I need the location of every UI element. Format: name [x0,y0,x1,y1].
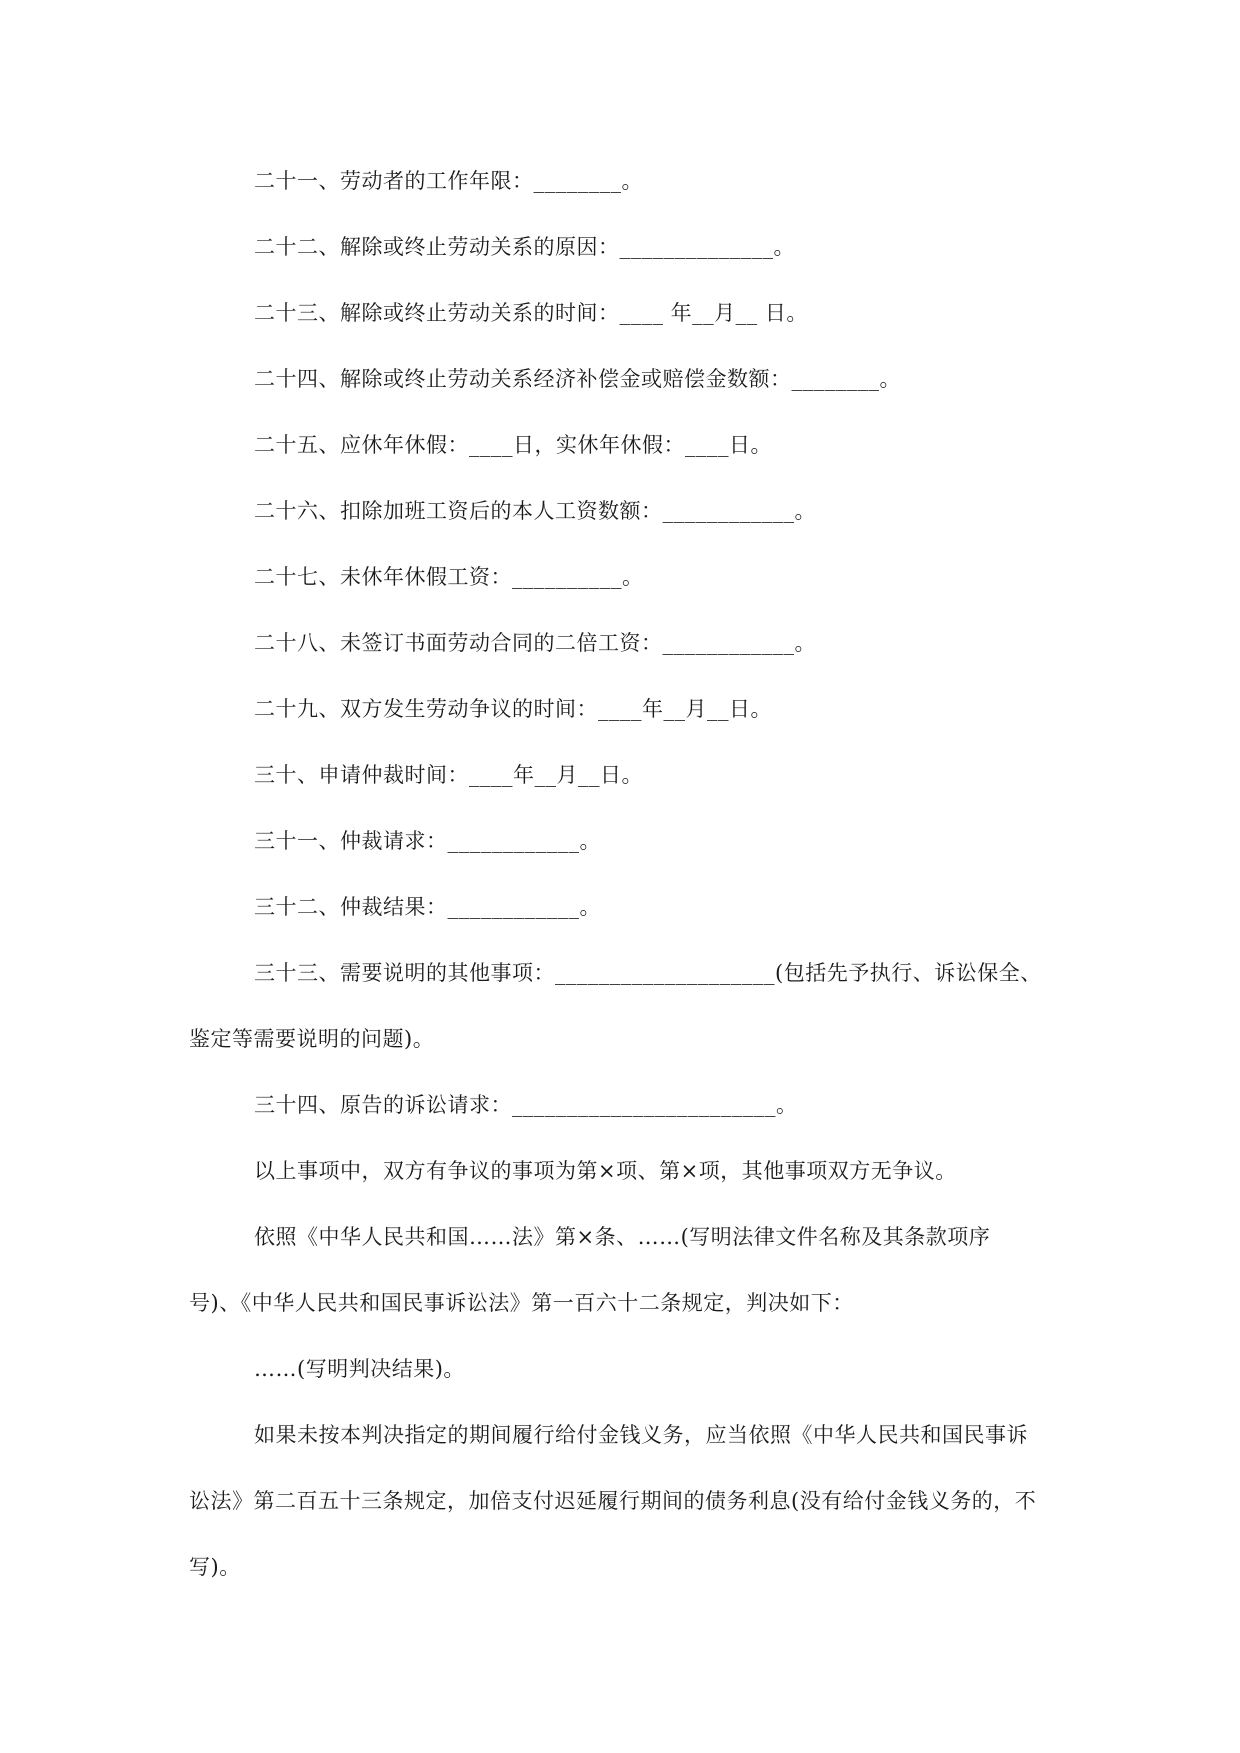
item-28-double-wage: 二十八、未签订书面劳动合同的二倍工资：____________。 [254,631,816,655]
item-31-arbitration-claims: 三十一、仲裁请求：____________。 [254,829,601,853]
legal-basis-paragraph: 依照《中华人民共和国……法》第×条、……(写明法律文件名称及其条款项序 [254,1225,991,1249]
late-payment-paragraph: 如果未按本判决指定的期间履行给付金钱义务，应当依照《中华人民共和国民事诉 [254,1423,1028,1447]
disputed-items-paragraph: 以上事项中，双方有争议的事项为第×项、第×项，其他事项双方无争议。 [254,1159,957,1183]
item-34-plaintiff-claims: 三十四、原告的诉讼请求：________________________。 [254,1093,798,1117]
item-25-annual-leave: 二十五、应休年休假：____日，实休年休假：____日。 [254,433,772,457]
late-payment-paragraph-end: 写)。 [189,1555,241,1579]
item-27-unused-leave-wage: 二十七、未休年休假工资：__________。 [254,565,644,589]
item-30-arbitration-date: 三十、申请仲裁时间：____年__月__日。 [254,763,643,787]
item-33-other-matters-cont: 鉴定等需要说明的问题)。 [189,1027,435,1051]
item-22-termination-reason: 二十二、解除或终止劳动关系的原因：______________。 [254,235,795,259]
item-21-working-years: 二十一、劳动者的工作年限：________。 [254,169,643,193]
legal-basis-paragraph-cont: 号)、《中华人民共和国民事诉讼法》第一百六十二条规定，判决如下： [189,1291,854,1315]
item-23-termination-date: 二十三、解除或终止劳动关系的时间：____ 年__月__ 日。 [254,301,808,325]
item-33-other-matters: 三十三、需要说明的其他事项：____________________(包括先予执行、诉讼保全、 [254,961,1042,985]
judgment-result-paragraph: ……(写明判决结果)。 [254,1357,465,1381]
item-26-base-wage: 二十六、扣除加班工资后的本人工资数额：____________。 [254,499,816,523]
item-24-compensation-amount: 二十四、解除或终止劳动关系经济补偿金或赔偿金数额：________。 [254,367,901,391]
item-32-arbitration-result: 三十二、仲裁结果：____________。 [254,895,601,919]
late-payment-paragraph-cont: 讼法》第二百五十三条规定，加倍支付迟延履行期间的债务利息(没有给付金钱义务的，不 [189,1489,1037,1513]
item-29-dispute-date: 二十九、双方发生劳动争议的时间：____年__月__日。 [254,697,772,721]
